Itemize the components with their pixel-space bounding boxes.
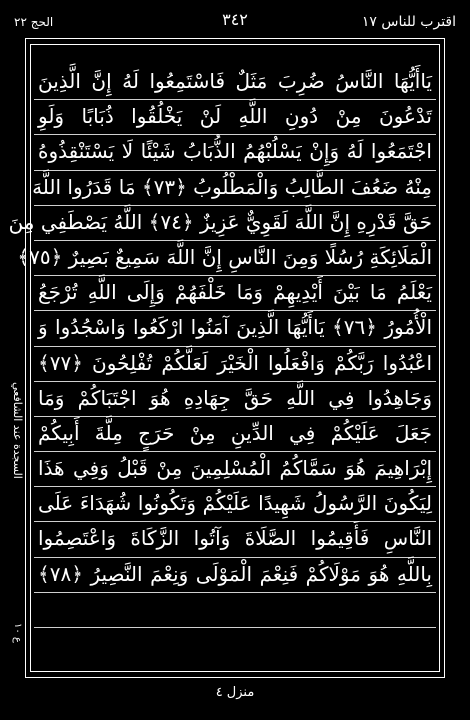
text-line: تَدْعُونَ مِنْ دُونِ اللَّهِ لَنْ يَخْلُقُوا ذُبَابًا وَلَوِ	[34, 100, 436, 135]
text-line: يَاأَيُّهَا النَّاسُ ضُرِبَ مَثَلٌ فَاسْتَمِعُوا لَهُ إِنَّ الَّذِينَ	[34, 65, 436, 100]
text-line: الْمَلَائِكَةِ رُسُلًا وَمِنَ النَّاسِ إِنَّ اللَّهَ سَمِيعٌ بَصِيرٌ ﴿٧٥﴾	[34, 241, 436, 276]
page-number: ٣٤٢	[222, 10, 248, 29]
manzil-footer: منزل ٤	[215, 685, 255, 700]
surah-name-header: الحج ٢٢	[14, 15, 54, 29]
text-line	[34, 628, 436, 663]
text-line: النَّاسِ فَأَقِيمُوا الصَّلَاةَ وَآتُوا الزَّكَاةَ وَاعْتَصِمُوا	[34, 522, 436, 557]
text-line: وَجَاهِدُوا فِي اللَّهِ حَقَّ جِهَادِهِ هُوَ اجْتَبَاكُمْ وَمَا	[34, 382, 436, 417]
text-line: لِيَكُونَ الرَّسُولُ شَهِيدًا عَلَيْكُمْ وَتَكُونُوا شُهَدَاءَ عَلَى	[34, 487, 436, 522]
text-line: جَعَلَ عَلَيْكُمْ فِي الدِّينِ مِنْ حَرَجٍ مِلَّةَ أَبِيكُمْ	[34, 417, 436, 452]
text-line: إِبْرَاهِيمَ هُوَ سَمَّاكُمُ الْمُسْلِمِينَ مِنْ قَبْلُ وَفِي هَذَا	[34, 452, 436, 487]
text-line	[34, 593, 436, 628]
page-header	[10, 8, 460, 38]
text-line: اجْتَمَعُوا لَهُ وَإِنْ يَسْلُبْهُمُ الذُّبَابُ شَيْئًا لَا يَسْتَنْقِذُوهُ	[34, 135, 436, 170]
text-line: الْأُمُورُ ﴿٧٦﴾ يَاأَيُّهَا الَّذِينَ آمَنُوا ارْكَعُوا وَاسْجُدُوا وَ	[34, 311, 436, 346]
text-line: اعْبُدُوا رَبَّكُمْ وَافْعَلُوا الْخَيْرَ لَعَلَّكُمْ تُفْلِحُونَ ﴿٧٧﴾	[34, 347, 436, 382]
text-line: بِاللَّهِ هُوَ مَوْلَاكُمْ فَنِعْمَ الْمَوْلَى وَنِعْمَ النَّصِيرُ ﴿٧٨﴾	[34, 558, 436, 593]
juz-name-header: اقترب للناس ١٧	[361, 14, 456, 30]
text-line: حَقَّ قَدْرِهِ إِنَّ اللَّهَ لَقَوِيٌّ عَزِيزٌ ﴿٧٤﴾ اللَّهُ يَصْطَفِي مِنَ	[34, 206, 436, 241]
ruku-margin-mark: ع ١٠	[12, 623, 23, 643]
sajdah-margin-note: السجدة عند الشافعي	[11, 382, 24, 479]
text-line: يَعْلَمُ مَا بَيْنَ أَيْدِيهِمْ وَمَا خَلْفَهُمْ وَإِلَى اللَّهِ تُرْجَعُ	[34, 276, 436, 311]
text-line: مِنْهُ ضَعُفَ الطَّالِبُ وَالْمَطْلُوبُ ﴿٧٣﴾ مَا قَدَرُوا اللَّهَ	[34, 171, 436, 206]
